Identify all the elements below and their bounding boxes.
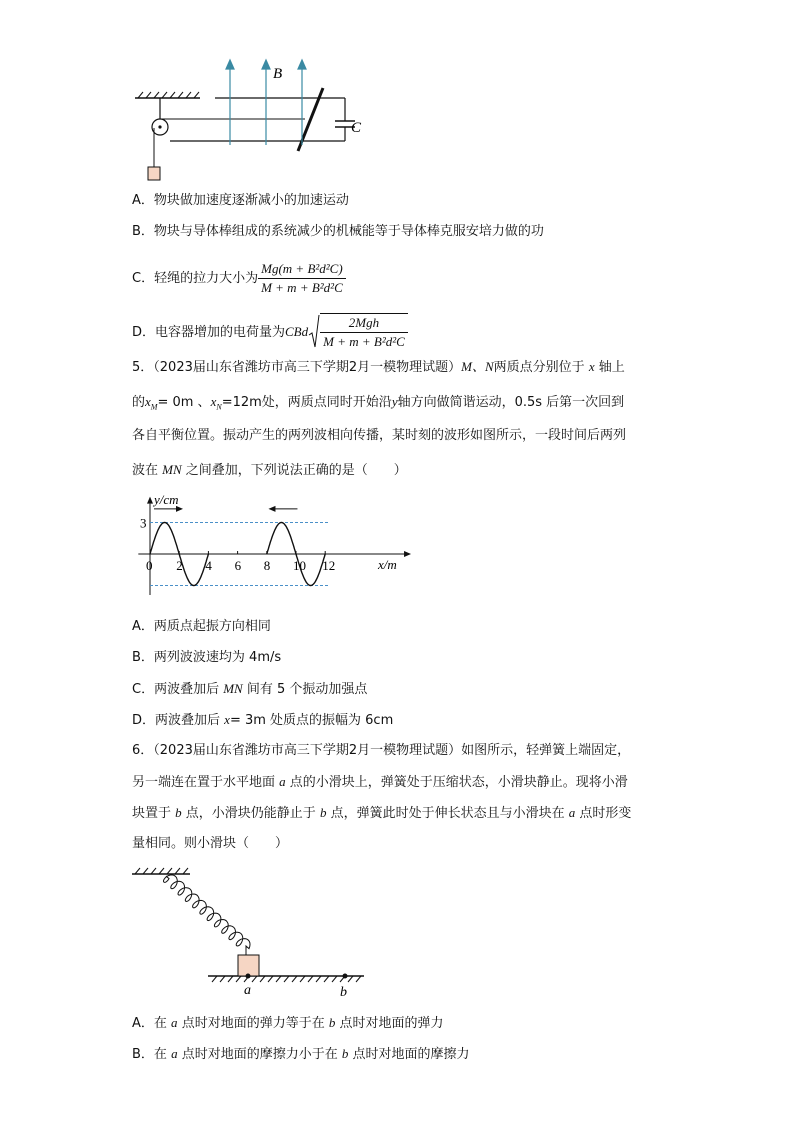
q5-option-b: B．两列波波速均为 4m/s	[132, 650, 282, 665]
field-b-label: B	[273, 66, 283, 82]
point-a-label: a	[244, 983, 251, 998]
point-a-ref: a	[279, 774, 286, 789]
q6-line-3	[132, 803, 631, 824]
q5-mn-symbol: MN	[162, 462, 182, 477]
q6-line-1: 6．（2023届山东省潍坊市高三下学期2月一模物理试题）如图所示，轻弹簧上端固定，	[132, 743, 631, 758]
q5-option-a: A．两质点起振方向相同	[132, 619, 271, 634]
spring-block-figure	[128, 866, 378, 1001]
point-b-label: b	[340, 985, 347, 1000]
tension-fraction	[258, 260, 346, 297]
y-tick-label: 3	[140, 515, 147, 531]
x-tick-label: 8	[263, 558, 271, 573]
q6-option-a	[132, 1013, 444, 1034]
q4-option-b: B．物块与导体棒组成的系统减少的机械能等于导体棒克服安培力做的功	[132, 224, 544, 239]
xn-symbol: x	[210, 394, 217, 409]
q6-text: 点的小滑块上，弹簧处于压缩状态，小滑块静止。现将小滑	[289, 775, 628, 790]
q4-option-c-prefix: C．轻绳的拉力大小为	[132, 271, 259, 286]
q5-option-c-text: C．两波叠加后	[132, 682, 220, 697]
xm-symbol: x	[145, 394, 151, 409]
q6-text: 块置于	[132, 806, 172, 821]
x-tick-label: 0	[146, 558, 153, 573]
sqrt-expression	[308, 311, 408, 355]
tension-numerator: Mg(m + B²d²C)	[258, 260, 346, 279]
q6-text: 点时形变	[579, 806, 632, 821]
propagation-arrow-left-head	[268, 506, 275, 512]
q6-line-2	[132, 772, 628, 793]
charge-denominator: M + m + B²d²C	[323, 334, 405, 349]
q5-y-symbol: y	[391, 394, 398, 409]
wave-chart	[128, 490, 418, 610]
q6-option-b-text: B．在	[132, 1047, 167, 1062]
q6-option-a-text: 点时对地面的弹力等于在	[181, 1016, 325, 1031]
charge-fraction	[320, 313, 408, 351]
q5-line-3: 各自平衡位置。振动产生的两列波相向传播，某时刻的波形如图所示，一段时间后两列	[132, 428, 627, 443]
q5-option-d-text: = 3m 处质点的振幅为 6cm	[229, 713, 394, 728]
x-axis-arrow	[404, 551, 411, 557]
q5-points: M、N	[461, 359, 494, 374]
q5-source: 5．（2023届山东省潍坊市高三下学期2月一模物理试题）	[132, 360, 462, 375]
y-axis-arrow	[147, 497, 153, 504]
xn-value: =12m	[221, 395, 262, 410]
tension-denominator: M + m + B²d²C	[261, 280, 343, 295]
spring-coil	[164, 875, 251, 955]
charge-coefficient: CBd	[285, 324, 309, 339]
q5-text: 波在	[132, 463, 159, 478]
q6-text: 点，弹簧此时处于伸长状态且与小滑块在	[330, 806, 565, 821]
sqrt-sign-icon	[308, 313, 320, 351]
point-b-ref: b	[341, 1046, 349, 1061]
xn-subscript: N	[216, 402, 222, 412]
q5-option-d-x: x	[224, 712, 230, 727]
q5-text: 轴方向做简谐运动，0.5s 后第一次回到	[397, 395, 625, 410]
x-tick-label: 6	[234, 558, 242, 573]
q5-option-c-mn: MN	[223, 681, 243, 696]
q5-option-c	[132, 679, 367, 700]
point-a-ref: a	[171, 1015, 178, 1030]
q5-option-d-text: D．两波叠加后	[132, 713, 221, 728]
q4-option-c	[132, 257, 346, 301]
q6-option-b	[132, 1044, 470, 1065]
q4-option-d	[132, 310, 408, 354]
q5-text: 两质点分别位于	[493, 360, 585, 375]
q5-text: 之间叠加，下列说法正确的是（ ）	[185, 463, 407, 478]
y-axis-label: y/cm	[154, 492, 179, 507]
q4-option-d-prefix: D．电容器增加的电荷量为	[132, 325, 286, 340]
q5-option-d	[132, 710, 393, 731]
q5-text: 轴上	[598, 360, 625, 375]
q5-line-4	[132, 460, 407, 481]
q6-line-4: 量相同。则小滑块（ ）	[132, 836, 289, 851]
x-tick-label: 10	[293, 558, 306, 573]
q5-text: 处，两质点同时开始沿	[261, 395, 392, 410]
q6-option-b-text: 点时对地面的摩擦力小于在	[181, 1047, 338, 1062]
q5-line-1	[132, 357, 625, 378]
x-tick-label: 4	[205, 558, 212, 573]
point-b-ref: b	[175, 805, 182, 820]
q6-text: 另一端连在置于水平地面	[132, 775, 276, 790]
q6-option-b-text: 点时对地面的摩擦力	[352, 1047, 470, 1062]
q6-option-a-text: 点时对地面的弹力	[339, 1016, 444, 1031]
point-b-ref: b	[328, 1015, 336, 1030]
point-a-ref: a	[171, 1046, 178, 1061]
q5-x-symbol: x	[588, 359, 595, 374]
q5-option-c-text: 间有 5 个振动加强点	[246, 682, 368, 697]
point-b-ref: b	[319, 805, 327, 820]
q5-line-2	[132, 392, 624, 418]
x-tick-label: 12	[322, 558, 336, 573]
xm-subscript: M	[150, 402, 158, 412]
q5-text: 的	[132, 395, 146, 410]
q4-option-a: A．物块做加速度逐渐减小的加速运动	[132, 193, 349, 208]
charge-numerator: 2Mgh	[320, 314, 408, 333]
point-a-ref: a	[568, 805, 576, 820]
x-tick-label: 2	[176, 558, 183, 573]
rail-capacitor-figure	[130, 55, 380, 185]
xm-value: = 0m 、	[157, 395, 211, 410]
q6-option-a-text: A．在	[132, 1016, 167, 1031]
x-axis-label: x/m	[378, 557, 397, 572]
capacitor-label: C	[351, 120, 362, 136]
q6-text: 点，小滑块仍能静止于	[185, 806, 316, 821]
